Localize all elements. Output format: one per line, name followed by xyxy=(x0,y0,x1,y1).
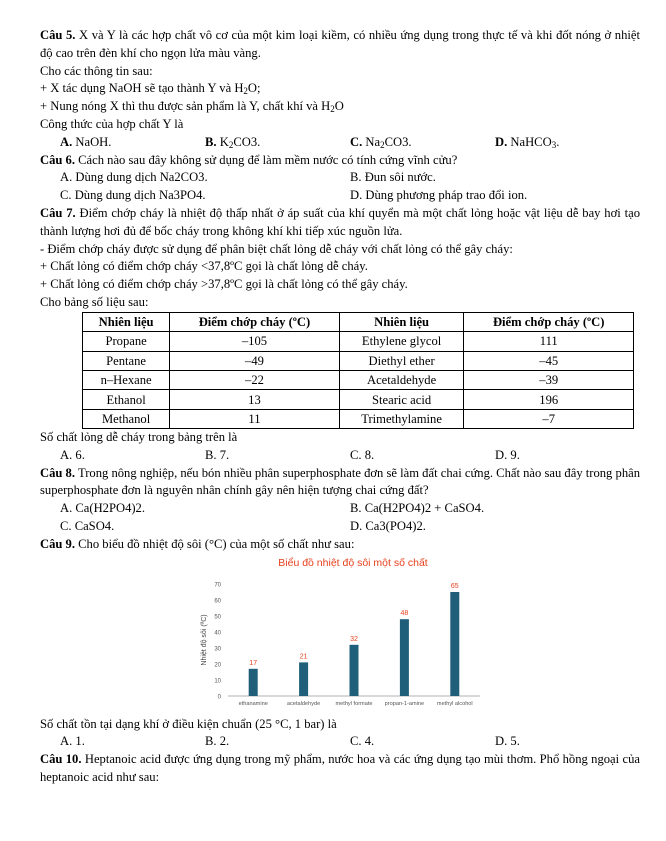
y-tick-label: 50 xyxy=(214,614,221,621)
q6-stem: Câu 6. Cách nào sau đây không sử dụng để làm mềm nước có tính cứng vĩnh cửu? xyxy=(40,152,458,167)
q7-line-1: - Điểm chớp cháy được sử dụng để phân biệt chất lỏng dễ cháy với chất lỏng có thể gây cháy: xyxy=(40,241,513,256)
table-cell: –7 xyxy=(464,409,634,428)
y-axis-label: Nhiệt độ sôi (ºC) xyxy=(201,614,208,666)
flash-point-table xyxy=(82,312,634,429)
q8-option-d[interactable]: D. Ca3(PO4)2. xyxy=(350,519,426,534)
q9-stem: Câu 9. Cho biểu đồ nhiệt độ sôi (°C) của một số chất như sau: xyxy=(40,536,355,551)
y-tick-label: 30 xyxy=(214,646,221,653)
q7-option-b[interactable]: B. 7. xyxy=(205,447,230,462)
q8-option-a[interactable]: A. Ca(H2PO4)2. xyxy=(60,501,146,516)
q6-options-row1 xyxy=(40,169,640,187)
q9-ask: Số chất tồn tại dạng khí ở điều kiện chuẩn (25 °C, 1 bar) là xyxy=(40,716,337,731)
q5-option-a[interactable]: A. NaOH. xyxy=(60,134,112,149)
q7-option-c[interactable]: C. 8. xyxy=(350,447,375,462)
x-tick-label: acetaldehyde xyxy=(286,700,321,707)
q7-line-3: + Chất lỏng có điểm chớp cháy >37,8ºC gọi là chất lỏng có thể gây cháy. xyxy=(40,277,408,292)
table-cell: 111 xyxy=(464,332,634,351)
chart-bar xyxy=(400,619,409,696)
table-cell: Methanol xyxy=(83,409,170,428)
q7-ask: Số chất lỏng dễ cháy trong bảng trên là xyxy=(40,430,238,445)
q8-options-row2 xyxy=(40,518,640,536)
table-cell: 13 xyxy=(170,390,340,409)
q5-number: Câu 5. xyxy=(40,28,76,42)
table-cell: Pentane xyxy=(83,351,170,370)
q7-stem: Câu 7. Điểm chớp cháy là nhiệt độ thấp nhất ở áp suất của khí quyển mà một chất lỏng hoặc vật liệu dễ bay hơi tạo thành lượng hơi đủ để bốc cháy trong không khí khi tiếp xúc nguồn lửa. xyxy=(40,205,640,238)
table-header: Nhiên liệu xyxy=(339,312,464,331)
chart-bar xyxy=(350,644,359,695)
q8-options-row1 xyxy=(40,500,640,518)
chart-bar xyxy=(450,592,459,696)
exam-page xyxy=(40,27,640,787)
q5-stem: Câu 5. X và Y là các hợp chất vô cơ của một kim loại kiềm, có nhiều ứng dụng trong thực tế và khi đốt nóng ở nhiệt độ cao trên đèn khí cho ngọn lửa màu vàng. xyxy=(40,28,640,60)
table-row xyxy=(83,409,634,428)
table-header: Nhiên liệu xyxy=(83,312,170,331)
table-cell: –45 xyxy=(464,351,634,370)
x-tick-label: methyl formate xyxy=(335,700,373,707)
q10-stem: Câu 10. Heptanoic acid được ứng dụng trong mỹ phẩm, nước hoa và các ứng dụng tạo mùi thơm. Phổ hồng ngoại của heptanoic acid như sau: xyxy=(40,752,640,785)
table-row xyxy=(83,332,634,351)
table-cell: –22 xyxy=(170,370,340,389)
table-cell: Trimethylamine xyxy=(339,409,464,428)
q7-line-4: Cho bảng số liệu sau: xyxy=(40,294,149,309)
q7-option-d[interactable]: D. 9. xyxy=(495,447,520,462)
q5-option-c[interactable]: C. $Na_2CO3$. xyxy=(350,134,412,150)
bar-value-label: 65 xyxy=(450,582,459,590)
q5-options xyxy=(40,134,640,152)
q9-option-c[interactable]: C. 4. xyxy=(350,734,375,749)
y-tick-label: 10 xyxy=(214,678,221,685)
q6-option-b[interactable]: B. Đun sôi nước. xyxy=(350,170,436,185)
y-tick-label: 40 xyxy=(214,630,221,637)
q7-option-a[interactable]: A. 6. xyxy=(60,447,85,462)
chart-title: Biểu đồ nhiệt độ sôi một số chất xyxy=(278,556,428,569)
bar-value-label: 17 xyxy=(249,659,258,667)
q5-info-1: + X tác dụng NaOH sẽ tạo thành Y và $H_2O$; xyxy=(40,81,261,97)
table-cell: 196 xyxy=(464,390,634,409)
chart-bar xyxy=(249,668,258,695)
table-cell: Stearic acid xyxy=(339,390,464,409)
x-tick-label: ethanamine xyxy=(238,700,268,707)
y-tick-label: 0 xyxy=(217,694,221,701)
table-row xyxy=(83,390,634,409)
q5-option-b[interactable]: B. $K_2CO3$. xyxy=(205,134,261,150)
q5-info-intro: Cho các thông tin sau: xyxy=(40,63,153,78)
q9-option-b[interactable]: B. 2. xyxy=(205,734,230,749)
q8-option-b[interactable]: B. Ca(H2PO4)2 + CaSO4. xyxy=(350,501,485,516)
chart-svg xyxy=(40,554,640,716)
q5-option-d[interactable]: D. NaHCO$_3$. xyxy=(495,134,560,150)
bar-value-label: 48 xyxy=(400,609,409,617)
y-tick-label: 60 xyxy=(214,598,221,605)
q7-options xyxy=(40,447,640,465)
table-cell: n–Hexane xyxy=(83,370,170,389)
x-tick-label: propan-1-amine xyxy=(384,700,425,707)
y-tick-label: 20 xyxy=(214,662,221,669)
table-cell: –39 xyxy=(464,370,634,389)
q9-options xyxy=(40,733,640,751)
table-row xyxy=(83,351,634,370)
x-tick-label: methyl alcohol xyxy=(436,700,473,707)
bar-value-label: 21 xyxy=(299,653,308,661)
chart-bar xyxy=(299,662,308,696)
q8-stem: Câu 8. Trong nông nghiệp, nếu bón nhiều phân superphosphate đơn sẽ làm đất chai cứng. Chất nào sau đây trong phân superphosphate đơn là nguyên nhân chính gây nên hiện tượng chai cứng đất? xyxy=(40,465,640,498)
table-header: Điểm chớp cháy (ºC) xyxy=(170,312,340,331)
table-cell: –49 xyxy=(170,351,340,370)
table-cell: Ethylene glycol xyxy=(339,332,464,351)
q9-option-a[interactable]: A. 1. xyxy=(60,734,85,749)
q6-option-d[interactable]: D. Dùng phương pháp trao đổi ion. xyxy=(350,188,528,203)
q9-option-d[interactable]: D. 5. xyxy=(495,734,520,749)
q8-option-c[interactable]: C. CaSO4. xyxy=(60,519,115,534)
table-cell: Propane xyxy=(83,332,170,351)
table-cell: Diethyl ether xyxy=(339,351,464,370)
table-cell: 11 xyxy=(170,409,340,428)
table-header-row xyxy=(83,312,634,331)
y-tick-label: 70 xyxy=(214,582,221,589)
table-cell: –105 xyxy=(170,332,340,351)
q5-ask: Công thức của hợp chất Y là xyxy=(40,116,184,131)
table-cell: Acetaldehyde xyxy=(339,370,464,389)
boiling-point-chart xyxy=(40,554,640,716)
q6-option-a[interactable]: A. Dùng dung dịch Na2CO3. xyxy=(60,170,208,185)
q6-options-row2 xyxy=(40,187,640,205)
table-cell: Ethanol xyxy=(83,390,170,409)
table-header: Điểm chớp cháy (ºC) xyxy=(464,312,634,331)
q7-line-2: + Chất lỏng có điểm chớp cháy <37,8ºC gọi là chất lỏng dễ cháy. xyxy=(40,259,368,274)
q5-info-2: + Nung nóng X thì thu được sản phẩm là Y, chất khí và $H_2O$ xyxy=(40,99,344,115)
q6-option-c[interactable]: C. Dùng dung dịch Na3PO4. xyxy=(60,188,206,203)
bar-value-label: 32 xyxy=(350,635,358,643)
table-row xyxy=(83,370,634,389)
